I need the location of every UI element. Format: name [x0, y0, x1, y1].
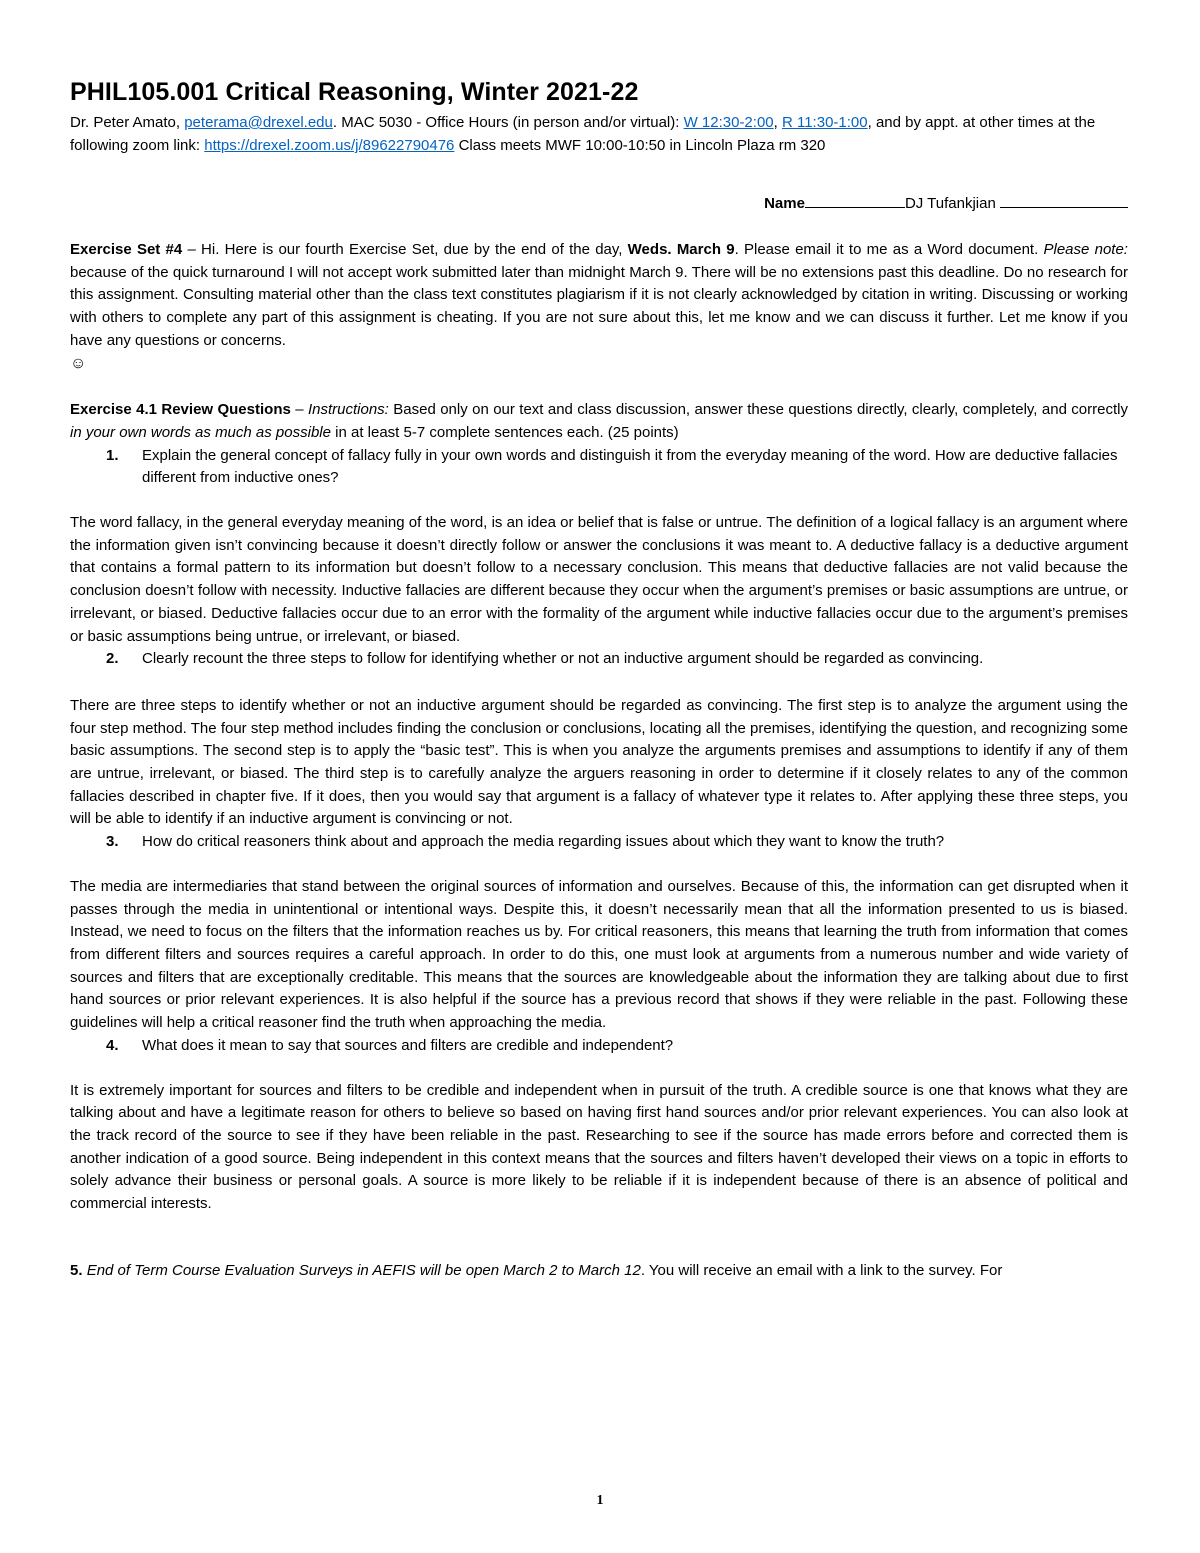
student-name: DJ Tufankjian [904, 195, 996, 212]
question-text: How do critical reasoners think about and approach the media regarding issues about which they want to know the truth? [142, 833, 945, 851]
answer-3: The media are intermediaries that stand between the original sources of information and ourselves. Because of this, the information can get disrupted when it passes through the media in unintentional or intentional ways. Despite this, it doesn’t necessarily mean that all the information presented to us is biased. Instead, we need to focus on the filters that the information reaches us by. For critical reasoners, this means that learning the truth from information that comes from different filters and sources requires a careful approach. In order to do this, one must look at arguments from a numerous number and wide variety of sources and filters that are exceptionally creditable. This means that the sources are knowledgeable about the information they are talking about due to first hand sources or prior relevant experiences. It is also helpful if the source has a previous record that shows if they were reliable in the past. Following these guidelines will help a critical reasoner find the truth when approaching the media. [70, 877, 1128, 1032]
name-underline-trailing [1000, 193, 1128, 208]
exercise-set-email-text: . Please email it to me as a Word document. [734, 241, 1044, 258]
office-hours-wednesday-link[interactable]: W 12:30-2:00 [683, 114, 774, 131]
review-heading: Exercise 4.1 Review Questions [70, 401, 291, 419]
exercise-set-heading: Exercise Set #4 [70, 241, 183, 258]
answer-1: The word fallacy, in the general everyday meaning of the word, is an idea or belief that is false or untrue. The definition of a logical fallacy is an argument where the information given isn’t convincing because it doesn’t directly follow or answer the conclusions it was meant to. A deductive fallacy is a deductive argument that contains a formal pattern to its information but doesn’t follow to a necessary conclusion. This means that deductive fallacies are not valid because the conclusion doesn’t follow with necessity. Inductive fallacies are different because they occur when the argument’s premises or basic assumptions are untrue, or irrelevant, or biased. Deductive fallacies occur due to an error with the formality of the argument while inductive fallacies occur due to the argument’s premises or basic assumptions being untrue, or irrelevant, or biased. [70, 514, 1128, 645]
question-text: Clearly recount the three steps to follow for identifying whether or not an inductive argument should be regarded as convincing. [142, 650, 984, 668]
zoom-link[interactable]: https://drexel.zoom.us/j/89622790476 [204, 137, 455, 154]
question-text: Explain the general concept of fallacy fully in your own words and distinguish it from the everyday meaning of the word. How are deductive fallacies different from inductive ones? [142, 446, 1118, 487]
exercise-set-intro-text: – Hi. Here is our fourth Exercise Set, due by the end of the day, [182, 241, 628, 258]
answer-4: It is extremely important for sources and filters to be credible and independent when in pursuit of the truth. A credible source is one that knows what they are talking about and have a legitimate reason for others to believe so based on having first hand sources and/or prior relevant experiences. You can also look at the track record of the source to see if they have been reliable in the past. Researching to see if the source has made errors before and corrected them is another indication of a good source. Being independent in this context means that the sources and filters haven’t developed their views on a topic in efforts to solely advance their business or personal goals. A source is more likely to be reliable if it is independent because of there is an absence of political and commercial interests. [70, 1081, 1128, 1213]
question-number: 1. [106, 446, 119, 464]
instructor-email-link[interactable]: peterama@drexel.edu [184, 114, 333, 131]
question-3 [70, 831, 1128, 854]
review-points-text: in at least 5-7 complete sentences each. (25 points) [330, 423, 679, 441]
question-4 [70, 1035, 1128, 1058]
course-evaluation-notice: End of Term Course Evaluation Surveys in AEFIS will be open March 2 to March 12 [86, 1261, 641, 1279]
question-number: 2. [106, 650, 119, 668]
instructor-name: Dr. Peter Amato, [70, 114, 181, 131]
name-underline [805, 193, 905, 208]
please-note-label: Please note: [1043, 241, 1128, 258]
due-date: Weds. March 9 [627, 241, 735, 258]
comma: , [773, 114, 778, 131]
review-dash: – [290, 401, 308, 419]
review-instructions [70, 399, 1128, 444]
item-5 [70, 1260, 1128, 1283]
page-number: 1 [596, 1493, 604, 1508]
exercise-set-rules-text: because of the quick turnaround I will not accept work submitted later than midnight March 9. There will be no extensions past this deadline. Do no research for this assignment. Consulting material other than the class text constitutes plagiarism if it is not clearly acknowledged by citation in writing. Discussing or working with others to complete any part of this assignment is cheating. If you are not sure about this, let me know and we can discuss it further. Let me know if you have any questions or concerns. [70, 263, 1128, 349]
item-5-number: 5. [70, 1261, 83, 1279]
class-meeting-info: Class meets MWF 10:00-10:50 in Lincoln Plaza rm 320 [458, 137, 826, 154]
review-instructions-text: Based only on our text and class discussion, answer these questions directly, clearly, completely, and correctly [388, 401, 1128, 419]
office-info: . MAC 5030 - Office Hours (in person and/or virtual): [332, 114, 680, 131]
question-text: What does it mean to say that sources and filters are credible and independent? [142, 1036, 674, 1054]
question-1 [70, 445, 1128, 490]
document-title: PHIL105.001 Critical Reasoning, Winter 2021-22 [70, 78, 639, 106]
question-number: 3. [106, 833, 119, 851]
instructions-label: Instructions: [307, 401, 389, 419]
office-hours-thursday-link[interactable]: R 11:30-1:00 [781, 114, 868, 131]
question-number: 4. [106, 1036, 119, 1054]
page-content [70, 76, 1128, 1282]
answer-2: There are three steps to identify whether or not an inductive argument should be regarded as convincing. The first step is to analyze the argument using the four step method. The four step method includes finding the conclusion or conclusions, locating all the premises, identifying the question, and recognizing some basic assumptions. The second step is to apply the “basic test”. This is when you analyze the arguments premises and assumptions to identify if any of them are untrue, irrelevant, or biased. The third step is to carefully analyze the arguers reasoning in order to determine if it closely relates to any of the common fallacies described in chapter five. If it does, then you would say that argument is a fallacy of whatever type it relates to. After applying these three steps, you will be able to identify if an inductive argument is convincing or not. [70, 696, 1128, 828]
smiley-icon: ☺ [70, 354, 87, 372]
appointment-info: , and by appt. at other times at the following zoom link: [70, 114, 1096, 154]
question-2 [70, 648, 1128, 671]
name-label: Name [764, 195, 805, 212]
name-line [70, 193, 1128, 215]
exercise-set-intro [70, 239, 1128, 375]
course-evaluation-text: . You will receive an email with a link to the survey. For [640, 1261, 1003, 1279]
course-header-info [70, 111, 1128, 157]
own-words-emphasis: in your own words as much as possible [70, 423, 331, 441]
